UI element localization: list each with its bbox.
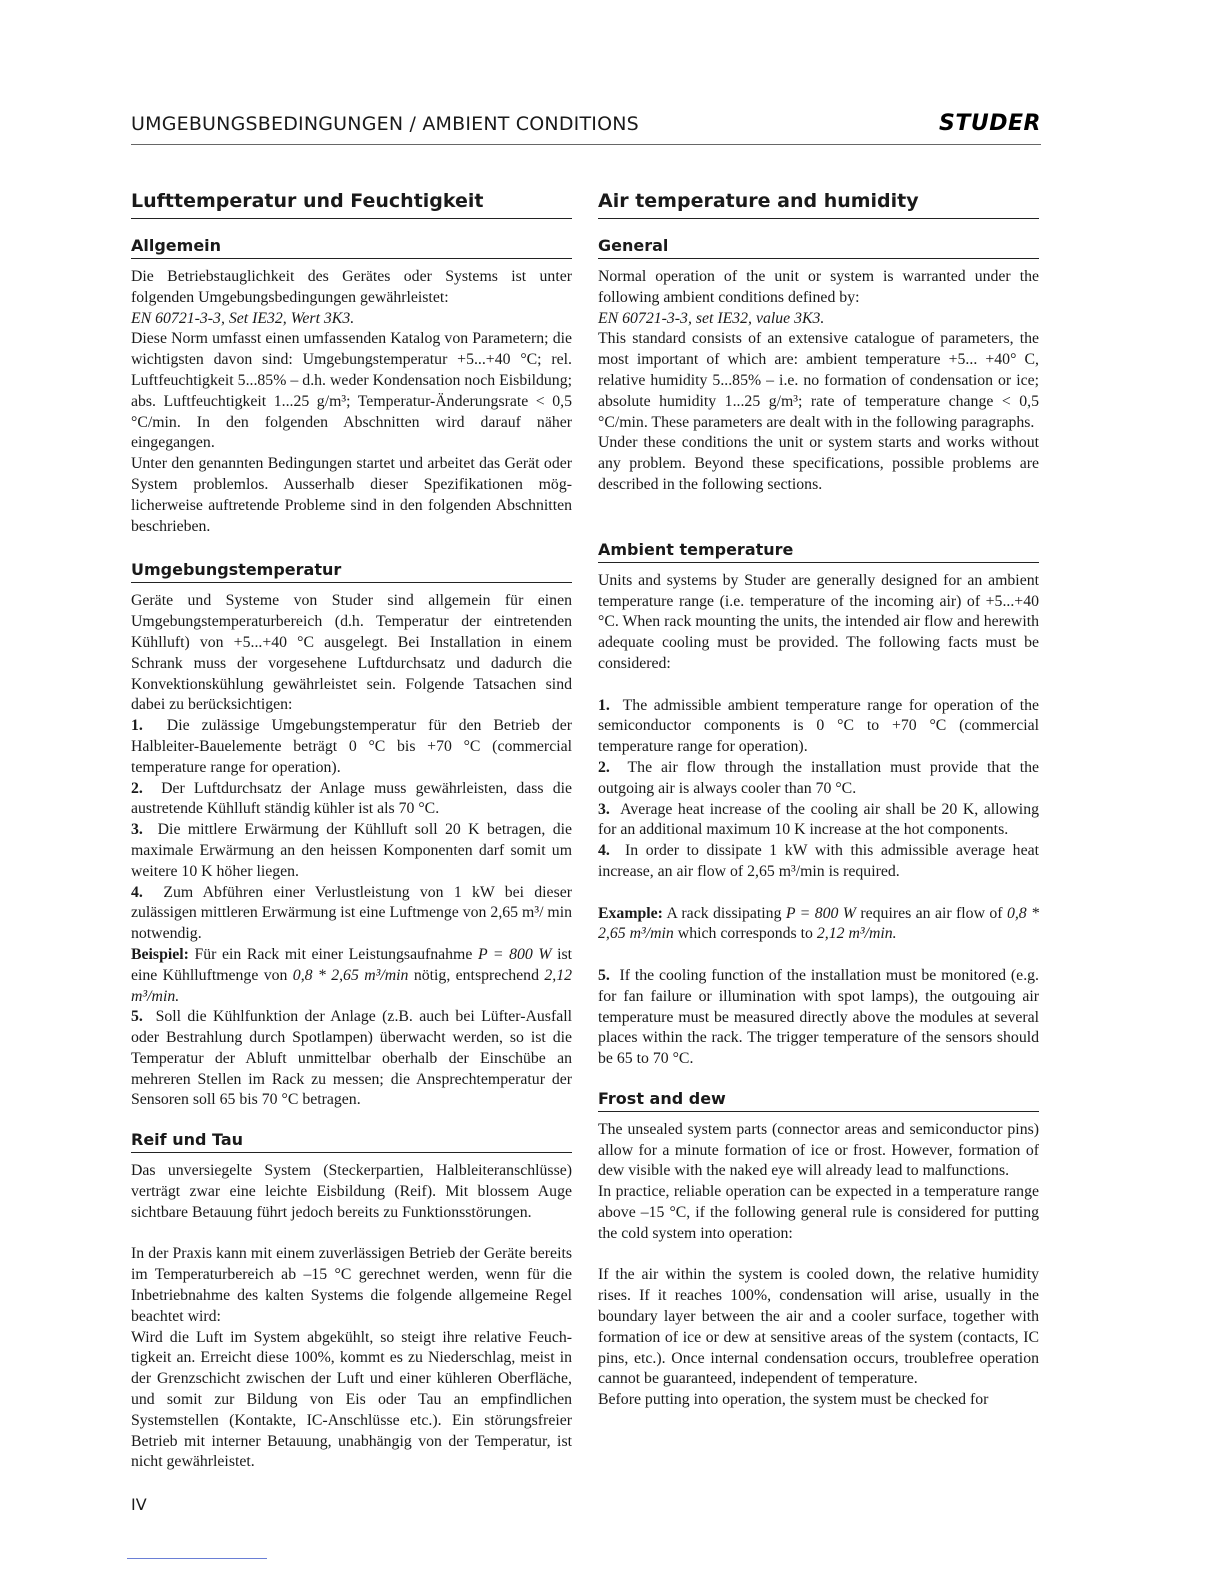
example-formula: 2,12 m³/min. (816, 925, 897, 943)
paragraph: Die Betriebstauglichkeit des Gerätes oder Systems ist unter folgenden Umgebungsbedingungen gewährleistet: (131, 268, 572, 306)
subsection-heading: Reif und Tau (131, 1130, 572, 1153)
list-text: If the cooling function of the installation must be monitored (e.g. for fan failure or illumination with spot lamps), the outgouing air temperature must be measured directly above the modules at several places within the rack. The trigger temperature of the sensors should be 65 to 70 °C. (598, 966, 1039, 1068)
list-number: 1. (598, 696, 610, 714)
subsection-heading: Ambient temperature (598, 540, 1039, 563)
page-header-title: UMGEBUNGSBEDINGUNGEN / AMBIENT CONDITIONS (131, 113, 639, 135)
list-item (598, 800, 1039, 842)
paragraph: If the air within the system is cooled down, the relative humidity rises. If it reaches 100%, condensation will arise, usually in the boundary layer between the air and a cooler surface, together with formation of ice or dew at sensitive areas of the system (contacts, IC pins, etc.). Once internal condensation occurs, troublefree operation cannot be guaranteed, independent of temperature. (598, 1266, 1039, 1388)
paragraph: This standard consists of an extensive catalogue of parameters, the most important of which are: ambient temperature +5... +40° C, relative humidity 5...85% – i.e. no formation of condensation or ice; absolute humidity 1...25 g/m³; rate of temperature change < 0,5 °C/min. These parameters are dealt with in the following paragraphs. (598, 330, 1039, 431)
subsection-heading: General (598, 236, 1039, 259)
paragraph: Before putting into operation, the system must be checked for (598, 1391, 989, 1409)
list-text: In order to dissipate 1 kW with this admissible average heat increase, an air flow of 2,65 m³/min is required. (598, 842, 1039, 880)
paragraph: Units and systems by Studer are generally designed for an ambient temperature range (i.e. temperature of the incoming air) of +5...+40 °C. When rack mounting the units, the intended air flow and herewith adequate cooling must be provided. The following facts must be considered: (598, 571, 1039, 672)
standard-reference: EN 60721-3-3, set IE32, value 3K3. (598, 309, 825, 327)
example-formula: 2,12 m³/min. (131, 966, 573, 1005)
german-column (131, 190, 572, 1473)
list-item (131, 779, 572, 821)
subsection-heading: Frost and dew (598, 1089, 1039, 1112)
standard-reference: EN 60721-3-3, Set IE32, Wert 3K3. (131, 309, 355, 327)
studer-logo: STUDER (939, 111, 1041, 136)
example-formula: P = 800 W (785, 904, 856, 922)
list-item (598, 696, 1039, 758)
paragraph: Wird die Luft im System abgekühlt, so steigt ihre relative Feuchtigkeit an. Erreicht diese 100%, kommt es zu Niederschlag, meist in der Grenzschicht zwischen der Luft und einer kühleren Oberfläche, und somit zur Bildung von Eis oder Tau an empfindlichen Systemstellen (Kontakte, IC-Anschlüsse etc.). Ein störungsfreier Betrieb mit interner Betauung, unabhängig von der Temperatur, ist nicht gewährleistet. (131, 1328, 572, 1471)
list-item (131, 1007, 572, 1111)
example-formula: P = 800 W (477, 945, 552, 963)
example-formula: 0,8 * 2,65 m³/min (598, 904, 1039, 943)
example-formula: 0,8 * 2,65 m³/min (292, 966, 409, 984)
list-number: 4. (131, 883, 143, 901)
english-column (598, 190, 1039, 1411)
example-text: requires an air flow of (860, 904, 1003, 922)
page-number: IV (131, 1495, 147, 1514)
paragraph: Geräte und Systeme von Studer sind allgemein für einen Umgebungstemperaturbereich (d.h. Temperatur der eintretenden Kühlluft) von +5...+40 °C ausgelegt. Bei Installation in einem Schrank muss der vorgesehene Luftdurchsatz und dadurch die Konvektionskühlung gewährleistet sein. Folgende Tatsachen sind dabei zu berücksichtigen: (131, 592, 572, 714)
paragraph: Unter den genannten Bedingungen startet und arbeitet das Gerät oder System problemlos. Ausserhalb dieser Spezifikationen möglicherweise auftretende Probleme sind in den folgenden Abschnitten beschrieben. (131, 455, 572, 535)
list-item (598, 966, 1039, 1070)
paragraph: In der Praxis kann mit einem zuverlässigen Betrieb der Geräte bereits im Temperaturbereich ab –15 °C gerechnet werden, wenn für die Inbetriebnahme des kalten Systems die folgende allgemeine Regel beachtet wird: (131, 1245, 572, 1325)
example-text: ist eine Kühlluftmenge von (131, 945, 573, 984)
subsection-heading: Umgebungstemperatur (131, 560, 572, 583)
list-number: 5. (131, 1008, 143, 1026)
list-item (598, 758, 1039, 800)
list-number: 3. (131, 821, 143, 839)
list-text: Die zulässige Umgebungstemperatur für den Betrieb der Halbleiter-Bauelemente beträgt 0 °C bis +70 °C (commercial temperature range for operation). (131, 717, 572, 776)
list-text: The air flow through the installation must provide that the outgoing air is always cooler than 70 °C. (598, 758, 1039, 797)
paragraph: Das unversiegelte System (Steckerpartien, Halbleiteranschlüsse) verträgt zwar eine leichte Eisbildung (Reif). Mit blossem Auge sichtbare Betauung führt jedoch bereits zu Funktionsstörungen. (131, 1162, 572, 1221)
subsection-heading: Allgemein (131, 236, 572, 259)
paragraph: Diese Norm umfasst einen umfassenden Katalog von Parametern; die wichtigsten davon sind: Umgebungstemperatur +5...+40 °C; rel. Luftfeuchtigkeit 5...85% – d.h. weder Kondensation noch Eisbildung; abs. Luftfeuchtigkeit 1...25 g/m³; Temperatur-Änderungsrate < 0,5 °C/min. In den folgenden Abschnitten wird darauf näher eingegangen. (131, 330, 572, 452)
list-number: 4. (598, 842, 610, 860)
example-text: which corresponds to (677, 925, 813, 943)
list-item (598, 841, 1039, 883)
example-paragraph (598, 904, 1039, 946)
header-divider (131, 144, 1041, 145)
list-number: 1. (131, 717, 143, 735)
list-text: The admissible ambient temperature range for operation of the semiconductor components is 0 °C to +70 °C (commercial temperature range for operation). (598, 696, 1039, 756)
example-text: A rack dissipating (666, 904, 782, 922)
list-number: 3. (598, 800, 610, 818)
example-label: Beispiel: (131, 945, 189, 963)
list-number: 2. (131, 779, 143, 797)
list-text: Der Luftdurchsatz der Anlage muss gewährleisten, dass die austretende Kühlluft ständig kühler ist als 70 °C. (131, 779, 572, 818)
paragraph: In practice, reliable operation can be expected in a temperature range above –15 °C, if the following general rule is considered for putting the cold system into operation: (598, 1183, 1039, 1242)
list-number: 5. (598, 966, 610, 984)
example-text: Für ein Rack mit einer Leistungsaufnahme (194, 945, 473, 963)
list-text: Die mittlere Erwärmung der Kühlluft soll 20 K betragen, die maximale Erwärmung an den heissen Komponenten darf somit um weitere 10 K höher liegen. (131, 821, 572, 880)
list-text: Zum Abführen einer Verlustleistung von 1 kW bei dieser zulässigen mittleren Erwärmung ist eine Luftmenge von 2,65 m³/ min notwendig. (131, 883, 572, 943)
paragraph: Normal operation of the unit or system is warranted under the following ambient conditions defined by: (598, 268, 1039, 306)
example-label: Example: (598, 904, 663, 922)
list-item (131, 883, 572, 945)
list-item (131, 716, 572, 778)
example-text: nötig, entsprechend (413, 966, 539, 984)
section-title: Air temperature and humidity (598, 190, 1039, 219)
list-text: Soll die Kühlfunktion der Anlage (z.B. auch bei Lüfter-Ausfall oder Bestrahlung durch Spotlampen) überwacht werden, so ist die Temperatur der Abluft unmittelbar oberhalb der Einschübe an mehreren Stellen im Rack zu messen; die Ansprechtemperatur der Sensoren soll 65 bis 70 °C betragen. (131, 1008, 572, 1109)
footer-divider (127, 1558, 267, 1559)
paragraph: Under these conditions the unit or system starts and works without any problem. Beyond these specifications, possible problems are described in the following sections. (598, 434, 1039, 493)
section-title: Lufttemperatur und Feuchtigkeit (131, 190, 572, 219)
example-paragraph (131, 945, 572, 1007)
paragraph: The unsealed system parts (connector areas and semiconductor pins) allow for a minute formation of ice or frost. However, formation of dew visible with the naked eye will already lead to malfunctions. (598, 1120, 1039, 1180)
list-item (131, 820, 572, 882)
list-number: 2. (598, 758, 610, 776)
list-text: Average heat increase of the cooling air shall be 20 K, allowing for an additional maximum 10 K increase at the hot components. (598, 800, 1039, 839)
